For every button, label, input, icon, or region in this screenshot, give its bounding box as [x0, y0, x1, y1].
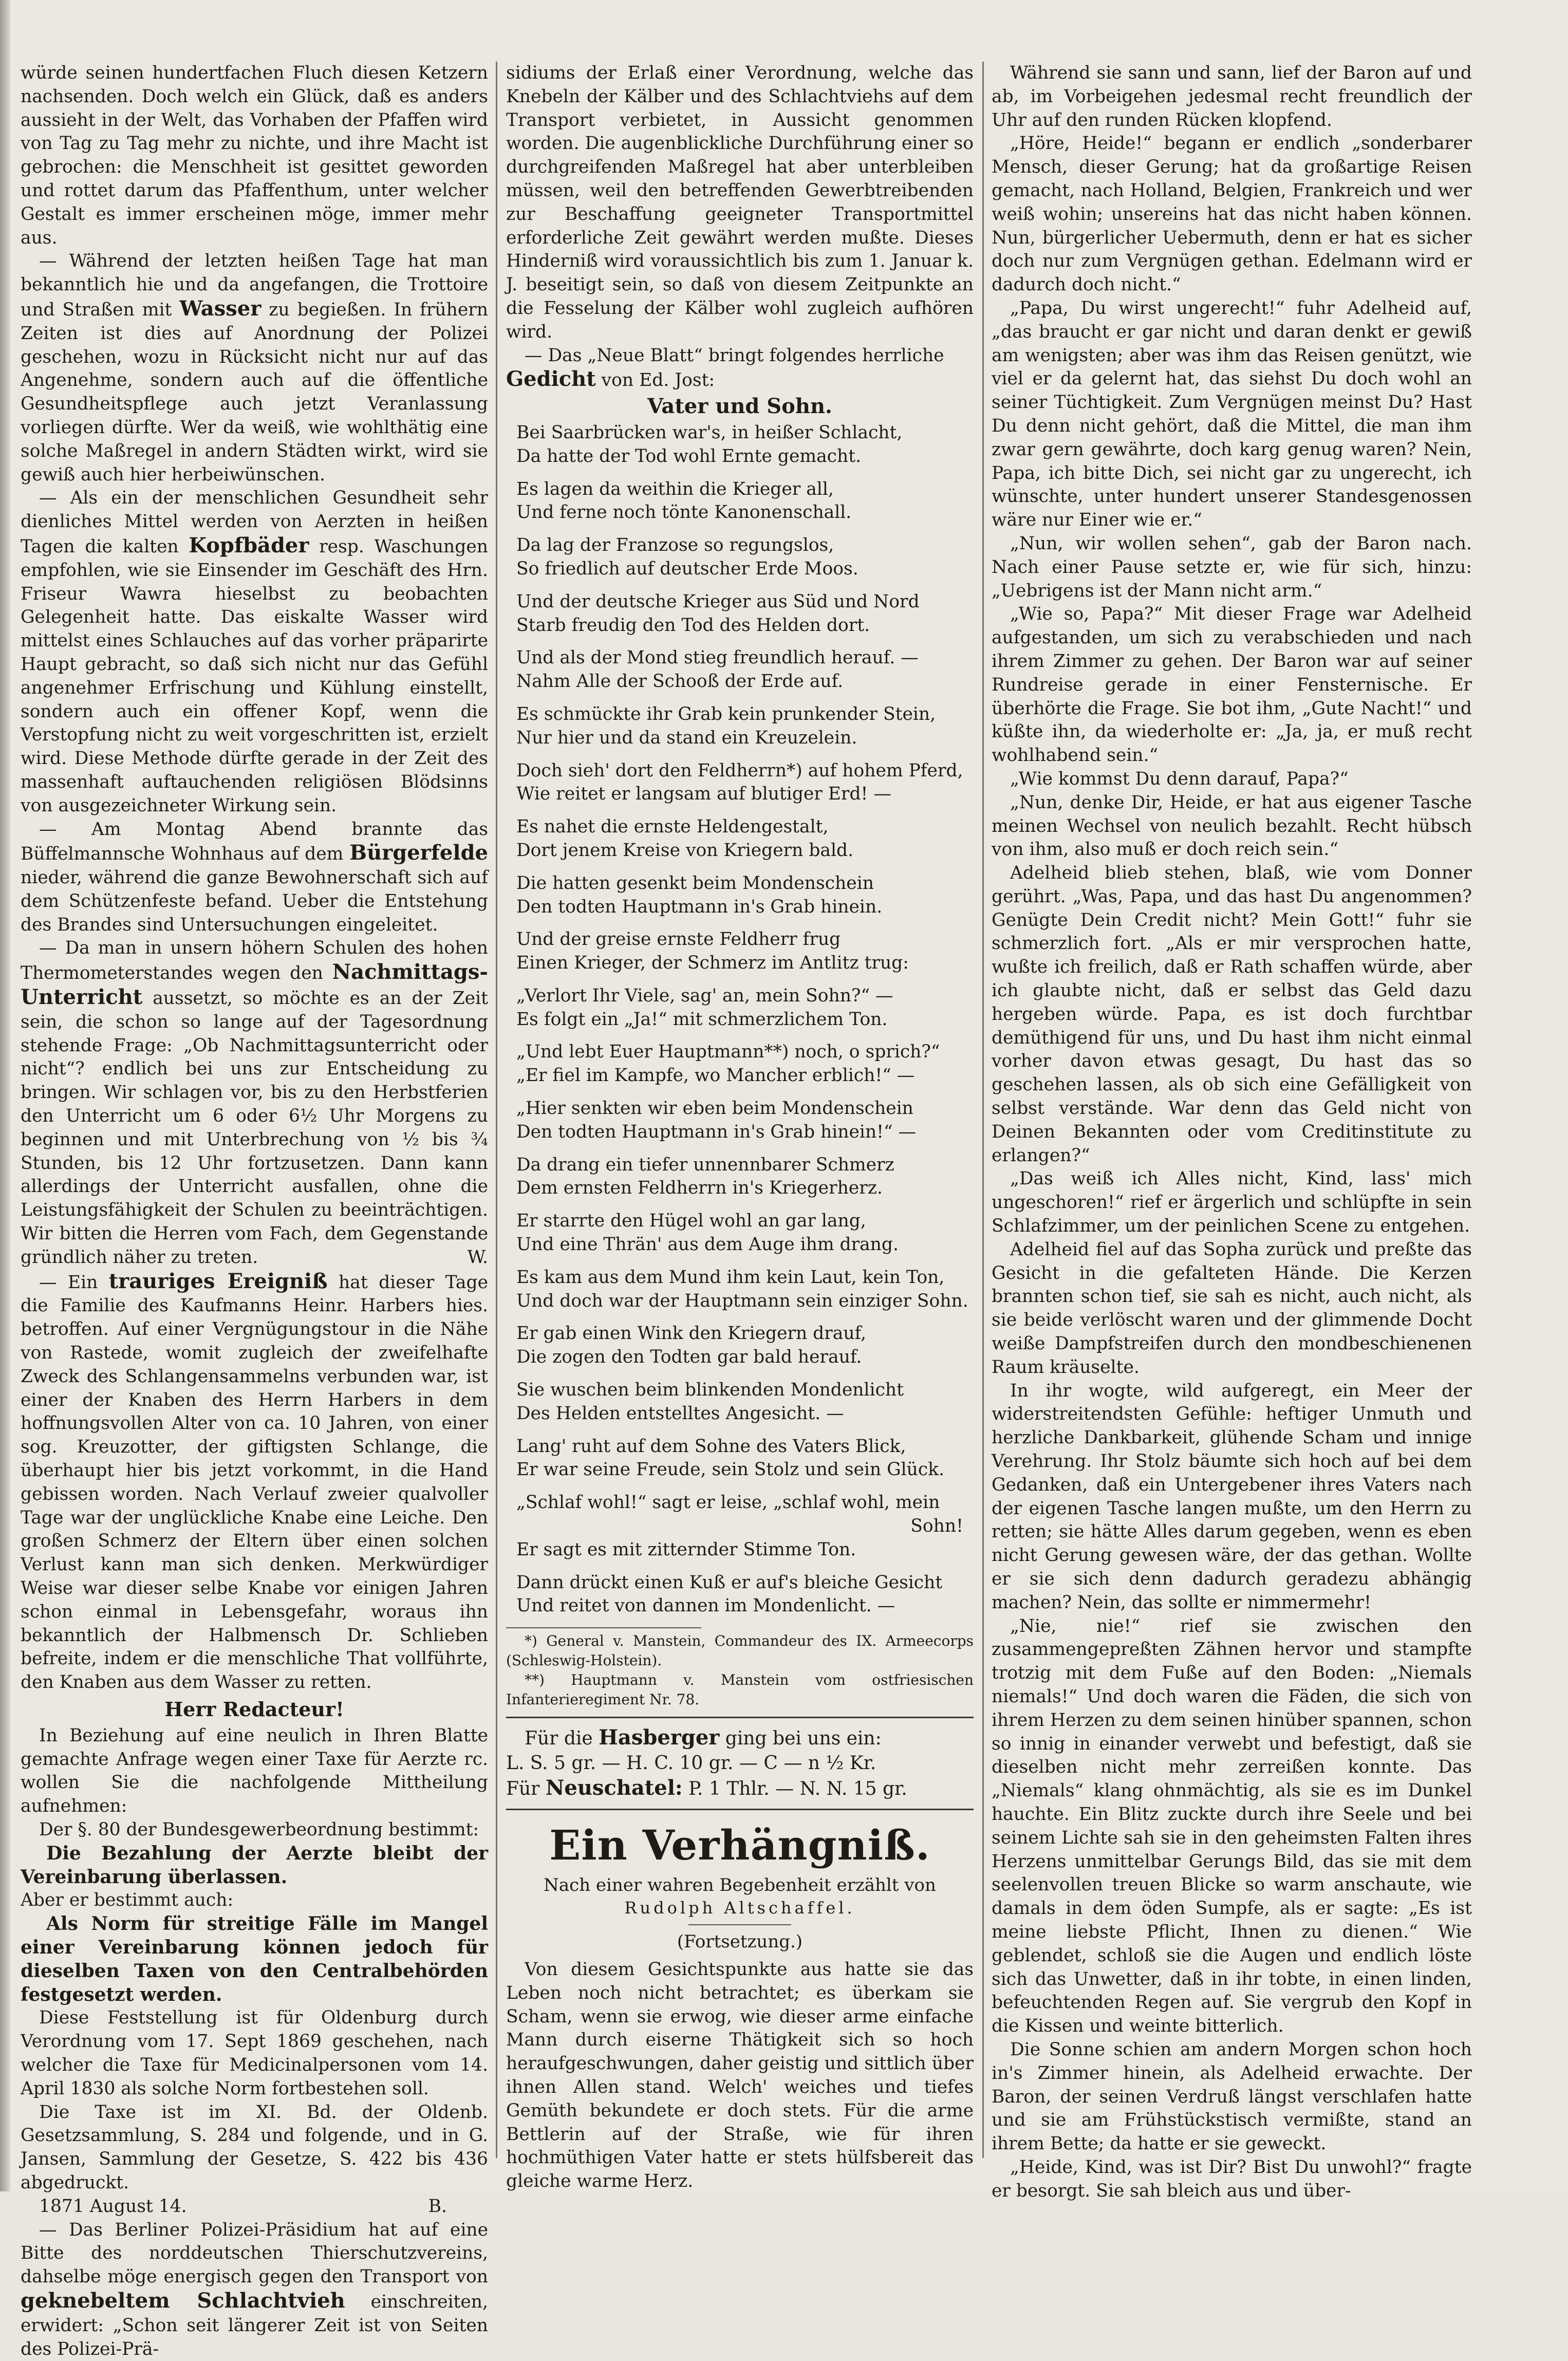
keyword: geknebeltem Schlachtvieh	[21, 2288, 345, 2313]
keyword: Hasberger	[599, 1725, 720, 1750]
story-paragraph: In ihr wogte, wild aufgeregt, ein Meer der widerstreitendsten Gefühle: heftiger Unmuth und herzliche Dankbarkeit, glühende Scham und innige Verehrung. Ihr Stolz bäumte sich hoch auf bei dem Gedanken, daß ein Untergebener ihres Vaters nach der eigenen Tasche langen mußte, um den Herrn zu retten; sie hätte Alles darum gegeben, wenn es eben nicht Gerung gewesen wäre, der das gethan. Wollte er sie sich denn dadurch geradezu abhängig machen? Nein, das sollte er nimmermehr!	[992, 1380, 1472, 1613]
poem-title: Vater und Sohn.	[647, 394, 832, 419]
verse-line: „Verlort Ihr Viele, sag' an, mein Sohn?“ —	[516, 985, 893, 1006]
column-rule	[982, 62, 984, 2158]
bold-statement: Als Norm für streitige Fälle im Mangel einer Vereinbarung können jedoch für dieselben Taxen von den Centralbehörden festgesetzt werden.	[21, 1913, 488, 2005]
verse-line: Es folgt ein „Ja!“ mit schmerzlichem Ton.	[516, 1009, 888, 1030]
story-paragraph: Die Sonne schien am andern Morgen schon hoch in's Zimmer hinein, als Adelheid erwachte. Der Baron, der seinen Verdruß längst verschlafen hatte und sie am Frühstückstisch vermißte, stand an ihrem Bette; da hatte er sie geweckt.	[992, 2039, 1472, 2154]
news-item-school	[21, 937, 488, 1269]
paragraph: In Beziehung auf eine neulich in Ihren Blatte gemachte Anfrage wegen einer Taxe für Aerzte rc. wollen Sie die nachfolgende Mittheilung aufnehmen:	[21, 1725, 488, 1817]
verse-line: Da hatte der Tod wohl Ernte gemacht.	[516, 445, 862, 467]
verse-line: „Und lebt Euer Hauptmann**) noch, o sprich?“	[516, 1042, 940, 1063]
column-left	[21, 62, 489, 2359]
verse-line: Starb freudig den Tod des Helden dort.	[516, 615, 870, 636]
poem	[506, 421, 974, 1482]
verse-line: „Schlaf wohl!“ sagt er leise, „schlaf wohl, mein	[516, 1492, 940, 1513]
text: nieder, während die ganze Bewohnerschaft sich auf dem Schützenfeste befand. Ueber die Entstehung des Brandes sind Untersuchungen eingeleitet.	[21, 867, 488, 935]
stanza	[506, 646, 974, 694]
verse-line: Es kam aus dem Mund ihm kein Laut, kein Ton,	[516, 1267, 945, 1288]
column-middle	[506, 62, 974, 2192]
story-paragraph: „Höre, Heide!“ begann er endlich „sonderbarer Mensch, dieser Gerung; hat da großartige Reisen gemacht, nach Holland, Belgien, Frankreich und wer weiß wohin; unsereins hat das nicht haben können. Nun, bürgerlicher Uebermuth, denn er hat es sicher doch nur zum Vergnügen gethan. Edelmann wird er dadurch doch nicht.“	[992, 133, 1472, 295]
verse-line: Die zogen den Todten gar bald herauf.	[516, 1347, 862, 1368]
text: — Da man in unsern höhern Schulen des hohen Thermometerstandes wegen den	[21, 938, 488, 984]
verse-line: Bei Saarbrücken war's, in heißer Schlacht,	[516, 422, 903, 443]
verse-line: Dann drückt einen Kuß er auf's bleiche Gesicht	[516, 1572, 943, 1593]
story-paragraph: Während sie sann und sann, lief der Baron auf und ab, im Vorbeigehen jedesmal recht freundlich der Uhr auf den runden Rücken klopfend.	[992, 63, 1472, 131]
keyword: Bürgerfelde	[349, 841, 488, 865]
text: — Während der letzten heißen Tage hat man bekanntlich hie und da angefangen, die Trottoire und Straßen mit	[21, 251, 488, 320]
continuation-note: (Fortsetzung.)	[677, 1931, 803, 1953]
story-paragraph: „Nun, denke Dir, Heide, er hat aus eigener Tasche meinen Wechsel von neulich bezahlt. Recht hübsch von ihm, also muß er doch reich sein.“	[992, 792, 1472, 860]
verse-line: Und doch war der Hauptmann sein einziger Sohn.	[516, 1290, 968, 1311]
stanza	[506, 1435, 974, 1482]
story-paragraph: Von diesem Gesichtspunkte aus hatte sie das Leben noch nicht betrachtet; es überkam sie Scham, wenn sie erwog, wie dieser arme einfache Mann durch eiserne Thätigkeit sich so hoch heraufgeschwungen, daher geistig und sittlich über ihnen Allen stand. Welch' weiches und tiefes Gemüth bekundete er doch stets. Für die arme Bettlerin auf der Straße, wie für ihren hochmüthigen Vater hatte er stets hülfsbereit das gleiche warme Herz.	[506, 1959, 974, 2192]
paragraph: — Das „Neue Blatt“ bringt folgendes herrliche	[525, 345, 944, 366]
verse-line: Er war seine Freude, sein Stolz und sein Glück.	[516, 1459, 945, 1480]
stanza	[506, 815, 974, 863]
dateline	[21, 2195, 488, 2219]
page-edge-shadow	[0, 0, 10, 2191]
verse-line: Wie reitet er langsam auf blutiger Erd! —	[516, 784, 891, 805]
verse-line: Er gab einen Wink den Kriegern drauf,	[516, 1323, 867, 1344]
verse-line: Und ferne noch tönte Kanonenschall.	[516, 502, 852, 523]
poem-intro	[506, 367, 974, 393]
verse-line: Nur hier und da stand ein Kreuzelein.	[516, 727, 857, 748]
verse-line: Nahm Alle der Schooß der Erde auf.	[516, 671, 844, 692]
bold-statement: Die Bezahlung der Aerzte bleibt der Vereinbarung überlassen.	[21, 1842, 488, 1888]
stanza	[506, 872, 974, 919]
paragraph: Die Taxe ist im XI. Bd. der Oldenb. Gesetzsammlung, S. 284 und folgende, und in G. Jansen, Sammlung der Gesetze, S. 422 bis 436 abgedruckt.	[21, 2102, 488, 2193]
text: P. 1 Thlr. — N. N. 15 gr.	[682, 1778, 907, 1800]
donation-line	[506, 1725, 974, 1751]
keyword: Gedicht	[506, 367, 596, 392]
paragraph: Aber er bestimmt auch:	[21, 1890, 234, 1911]
donation-line: L. S. 5 gr. — H. C. 10 gr. — C — n ½ Kr.	[506, 1753, 876, 1774]
stanza	[506, 1154, 974, 1201]
separator	[506, 1717, 974, 1718]
verse-line: Es schmückte ihr Grab kein prunkender Stein,	[516, 703, 936, 724]
story-paragraph: Adelheid fiel auf das Sopha zurück und preßte das Gesicht in die gefalteten Hände. Die Kerzen brannten schon tief, sie sah es nicht, auch nicht, als sie beide verlöscht waren und der glimmende Docht weiße Dampfstreifen durch den mondbeschienenen Raum kräuselte.	[992, 1239, 1472, 1378]
keyword: Wasser	[179, 296, 262, 321]
story-paragraph: „Heide, Kind, was ist Dir? Bist Du unwohl?“ fragte er besorgt. Sie sah bleich aus und über-	[992, 2156, 1472, 2201]
story-paragraph: Adelheid blieb stehen, blaß, wie vom Donner gerührt. „Was, Papa, und das hast Du angenommen? Genügte Dein Credit nicht? Mein Gott!“ fuhr sie schmerzlich fort. „Als er mir versprochen hatte, wußte ich freilich, daß er Rath schaffen würde, aber ich glaubte nicht, daß er selbst das Geld dazu hergeben würde. Papa, es ist doch furchtbar demüthigend für uns, und Du hast ihm nicht einmal vorher davon etwas gesagt, Du hast das so geschehen lassen, als ob sich eine Gefälligkeit von selbst verstände. War denn das Geld nicht von Deinen Bekannten oder vom Creditinstitute zu erlangen?“	[992, 863, 1472, 1166]
text: hat dieser Tage die Familie des Kaufmanns Heinr. Harbers hies. betroffen. Auf einer Vergnügungstour in die Nähe von Rastede, womit zugleich der zweifelhafte Zweck des Schlangensammelns verbunden war, ist einer der Knaben des Herrn Harbers in dem hoffnungsvollen Alter von ca. 10 Jahren, von einer sog. Kreuzotter, der giftigsten Schlange, die überhaupt hier bis jetzt vorkommt, in die Hand gebissen worden. Nach Verlauf zweier qualvoller Tage war der unglückliche Knabe eine Leiche. Den großen Schmerz der Eltern über einen solchen Verlust kann man sich denken. Merkwürdiger Weise war dieser selbe Knabe vor einigen Jahren schon einmal in Lebensgefahr, woraus ihn bekanntlich der Halbmensch Dr. Schlieben befreite, indem er die menschliche That vollführte, den Knaben aus dem Wasser zu retten.	[21, 1272, 489, 1693]
stanza	[506, 1097, 974, 1144]
text: — Am Montag Abend brannte das Büffelmannsche Wohnhaus auf dem	[21, 819, 488, 865]
text: — Ein	[39, 1272, 109, 1293]
keyword: trauriges Ereigniß	[108, 1269, 328, 1293]
verse-line: Es nahet die ernste Heldengestalt,	[516, 816, 829, 838]
separator	[506, 1809, 974, 1810]
text: Für die	[525, 1728, 599, 1750]
verse-line: „Hier senkten wir eben beim Mondenschein	[516, 1098, 913, 1119]
stanza	[506, 984, 974, 1032]
story-subtitle: Nach einer wahren Begebenheit erzählt von	[544, 1875, 936, 1896]
paragraph: sidiums der Erlaß einer Verordnung, welche das Knebeln der Kälber und des Schlachtviehs auf dem Transport verbietet, in Aussicht genommen worden. Die augenblickliche Durchführung einer so durchgreifenden Maßregel hat aber unterbleiben müssen, weil den betreffenden Gewerbtreibenden zur Beschaffung geeigneter Transportmittel erforderliche Zeit gewährt werden mußte. Dieses Hinderniß wird voraussichtlich bis zum 1. Januar k. J. beseitigt sein, so daß von diesem Zeitpunkte an die Fesselung der Kälber wohl zugleich aufhören wird.	[506, 63, 974, 342]
verse-line: Dem ernsten Feldherrn in's Kriegerherz.	[516, 1178, 883, 1199]
keyword: Nachmittags-Unterricht	[21, 960, 488, 1010]
verse-line: Er sagt es mit zitternder Stimme Ton.	[516, 1539, 856, 1560]
column-right	[992, 62, 1472, 2201]
donation-line	[506, 1776, 974, 1801]
news-item-event	[21, 1270, 488, 1695]
news-item-police	[21, 2219, 488, 2361]
stanza	[506, 703, 974, 750]
column-rule	[496, 62, 497, 2158]
stanza	[506, 1379, 974, 1426]
story-paragraph: „Nie, nie!“ rief sie zwischen den zusammengepreßten Zähnen hervor und stampfte trotzig mit dem Fuße auf den Boden: „Niemals niemals!“ Und doch waren die Fäden, die sich von ihrem Herzen zu dem seinen hinüber spannen, schon so innig in einander verwebt und befestigt, daß sie dieselben nicht mehr zerreißen konnte. Das „Niemals“ klang ohnmächtig, als sie es im Dunkel hauchte. Ein Blitz zuckte durch ihre Seele und bei seinem Lichte sah sie in den geheimsten Falten ihres Herzens unmittelbar Gerungs Bild, das sie mit dem seelenvollen treuen Blicke so warm anschaute, wie damals in dem öden Sumpfe, als er sagte: „Es ist meine liebste Pflicht, Ihnen zu dienen.“ Wie geblendet, schloß sie die Augen und endlich löste sich das Unwetter, daß in ihr tobte, in einen linden, befeuchtenden Regen auf. Sie vergrub den Kopf in die Kissen und weinte bitterlich.	[992, 1615, 1472, 2037]
news-item-fire	[21, 818, 488, 937]
text: Für	[506, 1778, 546, 1800]
verse-line: Den todten Hauptmann in's Grab hinein!“ —	[516, 1121, 917, 1142]
stanza	[506, 759, 974, 807]
verse-line: Und reitet von dannen im Mondenlicht. —	[516, 1595, 895, 1616]
footnote-rule	[506, 1627, 701, 1628]
story-author: Rudolph Altschaffel.	[624, 1898, 855, 1918]
stanza	[506, 590, 974, 638]
paragraph: Der §. 80 der Bundesgewerbeordnung bestimmt:	[39, 1819, 479, 1840]
story-paragraph: „Papa, Du wirst ungerecht!“ fuhr Adelheid auf, „das braucht er gar nicht und daran denkt er gewiß am wenigsten; aber was ihm das Reisen genützt, wie viel er da gelernt hat, das siehst Du doch wohl an seiner Tüchtigkeit. Zum Vergnügen meinst Du? Hast Du denn nicht gehört, daß die Mittel, die man ihm zwar gern gewährte, doch karg genug waren? Nein, Papa, ich bitte Dich, sei nicht gar zu ungerecht, ich wünschte, unter hundert unserer Standesgenossen wäre nur Einer wie er.“	[992, 298, 1472, 531]
verse-line: Es lagen da weithin die Krieger all,	[516, 478, 834, 499]
stanza	[506, 928, 974, 975]
text: — Als ein der menschlichen Gesundheit sehr dienliches Mittel werden von Aerzten in heißen Tagen die kalten	[21, 488, 488, 557]
verse-line: Den todten Hauptmann in's Grab hinein.	[516, 896, 883, 917]
footnote: **) Hauptmann v. Manstein vom ostfriesischen Infanterieregiment Nr. 78.	[506, 1671, 974, 1708]
stanza	[506, 1322, 974, 1369]
date: 1871 August 14.	[39, 2196, 187, 2217]
text: resp. Waschungen empfohlen, wie sie Einsender im Geschäft des Hrn. Friseur Wawra hieselbst zu beobachten Gelegenheit hatte. Das eiskalte Wasser wird mittelst eines Schlauches auf das vorher präparirte Haupt gebracht, so daß sich nicht nur das Gefühl angenehmer Erfrischung und Kühlung einstellt, sondern auch ein offener Kopf, wenn die Verstopfung nicht zu weit vorgeschritten ist, erzielt wird. Diese Methode dürfte gerade in der Zeit des massenhaft auftauchenden religiösen Blödsinns von ausgezeichneter Wirkung sein.	[21, 536, 488, 816]
stanza	[506, 1266, 974, 1313]
text: von Ed. Jost:	[595, 370, 715, 391]
verse-line: Lang' ruht auf dem Sohne des Vaters Blick,	[516, 1436, 906, 1457]
story-paragraph: „Das weiß ich Alles nicht, Kind, lass' mich ungeschoren!“ rief er ärgerlich und schlüpfte in sein Schlafzimmer, um der peinlichen Scene zu entgehen.	[992, 1168, 1472, 1237]
stanza	[506, 1571, 974, 1619]
paragraph: würde seinen hundertfachen Fluch diesen Ketzern nachsenden. Doch welch ein Glück, daß es anders aussieht in der Welt, das Vorhaben der Pfaffen wird von Tag zu Tag mehr zu nichte, und ihre Macht ist gebrochen: die Menschheit ist gesittet geworden und rottet darum das Pfaffenthum, unter welcher Gestalt es immer erscheinen möge, immer mehr aus.	[21, 63, 488, 248]
verse-line: Und der greise ernste Feldherr frug	[516, 929, 841, 950]
verse-line: Und eine Thrän' aus dem Auge ihm drang.	[516, 1234, 899, 1255]
verse-line: Des Helden entstelltes Angesicht. —	[516, 1403, 844, 1424]
stanza	[506, 478, 974, 525]
stanza	[506, 534, 974, 581]
footnote: *) General v. Manstein, Commandeur des IX. Armeecorps (Schleswig-Holstein).	[506, 1632, 974, 1669]
text: aussetzt, so möchte es an der Zeit sein, die schon so lange auf der Tagesordnung stehende Frage: „Ob Nachmittagsunterricht oder nicht“? endlich bei uns zur Entscheidung zu bringen. Wir schlagen vor, bis zu den Herbstferien den Unterricht um 6 oder 6½ Uhr Morgens zu beginnen und mit Unterbrechung von ½ bis ¾ Stunden, bis 12 Uhr fortzusetzen. Dann kann allerdings der Unterricht ausfallen, ohne die Leistungsfähigkeit der Schulen zu beeinträchtigen. Wir bitten die Herren vom Fach, dem Gegenstande gründlich näher zu treten.	[21, 988, 488, 1268]
text: einschreiten, erwidert: „Schon seit längerer Zeit ist von Seiten des Polizei-Prä-	[21, 2291, 488, 2359]
verse-line: Und als der Mond stieg freundlich herauf. —	[516, 647, 919, 668]
verse-line: Dort jenem Kreise von Kriegern bald.	[516, 840, 854, 861]
story-paragraph: „Nun, wir wollen sehen“, gab der Baron nach. Nach einer Pause setzte er, wie für sich, hinzu: „Uebrigens ist der Mann nicht arm.“	[992, 533, 1472, 601]
text: zu begießen. In frühern Zeiten ist dies auf Anordnung der Polizei geschehen, wozu in Rücksicht nicht nur auf das Angenehme, sondern auch auf die öffentliche Gesundheitspflege auch jetzt Veranlassung vorliegen dürfte. Wer da weiß, wie wohlthätig eine solche Maßregel in andern Städten wirkt, wird sie gewiß auch hier herbeiwünschen.	[21, 299, 488, 485]
keyword: Neuschatel:	[545, 1776, 683, 1800]
verse-line: Sie wuschen beim blinkenden Mondenlicht	[516, 1380, 904, 1401]
signature: B.	[428, 2196, 447, 2217]
stanza	[506, 421, 974, 469]
stanza	[506, 1040, 974, 1088]
verse-line: „Er fiel im Kampfe, wo Mancher erblich!“ —	[516, 1065, 915, 1086]
verse-line: Und der deutsche Krieger aus Süd und Nord	[516, 591, 920, 612]
verse-line: Die hatten gesenkt beim Mondenschein	[516, 872, 874, 894]
verse-line: Sohn!	[910, 1516, 963, 1537]
story-title: Ein Verhängniß.	[549, 1821, 930, 1870]
letter-heading: Herr Redacteur!	[164, 1697, 344, 1721]
news-item-kopfbaeder	[21, 487, 488, 817]
story-paragraph: „Wie kommst Du denn darauf, Papa?“	[1010, 768, 1349, 789]
paragraph: Diese Feststellung ist für Oldenburg durch Verordnung vom 17. Sept 1869 geschehen, nach welcher die Taxe für Medicinalpersonen vom 14. April 1830 als solche Norm fortbestehen soll.	[21, 2007, 488, 2099]
verse-line: Da drang ein tiefer unnennbarer Schmerz	[516, 1154, 894, 1175]
keyword: Kopfbäder	[189, 533, 309, 557]
story-paragraph: „Wie so, Papa?“ Mit dieser Frage war Adelheid aufgestanden, um sich zu verabschieden und nach ihrem Zimmer zu gehen. Der Baron war auf seiner Rundreise gerade in einer Fensternische. Er überhörte die Frage. Sie bot ihm, „Gute Nacht!“ und küßte ihn, da wiederholte er: „Ja, ja, er muß recht wohlhabend sein.“	[992, 604, 1472, 766]
signature: W.	[467, 1247, 488, 1268]
stanza	[506, 1491, 974, 1561]
verse-line: Einen Krieger, der Schmerz im Antlitz trug:	[516, 953, 909, 974]
verse-line: Er starrte den Hügel wohl an gar lang,	[516, 1211, 866, 1232]
separator	[688, 1924, 791, 1925]
text: ging bei uns ein:	[719, 1728, 882, 1750]
verse-line: Doch sieh' dort den Feldherrn*) auf hohem Pferd,	[516, 760, 963, 781]
verse-line: Da lag der Franzose so regungslos,	[516, 535, 834, 556]
news-item-water	[21, 250, 488, 487]
stanza	[506, 1210, 974, 1257]
text: — Das Berliner Polizei-Präsidium hat auf eine Bitte des norddeutschen Thierschutzvereins, dahselbe möge energisch gegen den Transport von	[21, 2219, 488, 2288]
verse-line: So friedlich auf deutscher Erde Moos.	[516, 558, 858, 579]
